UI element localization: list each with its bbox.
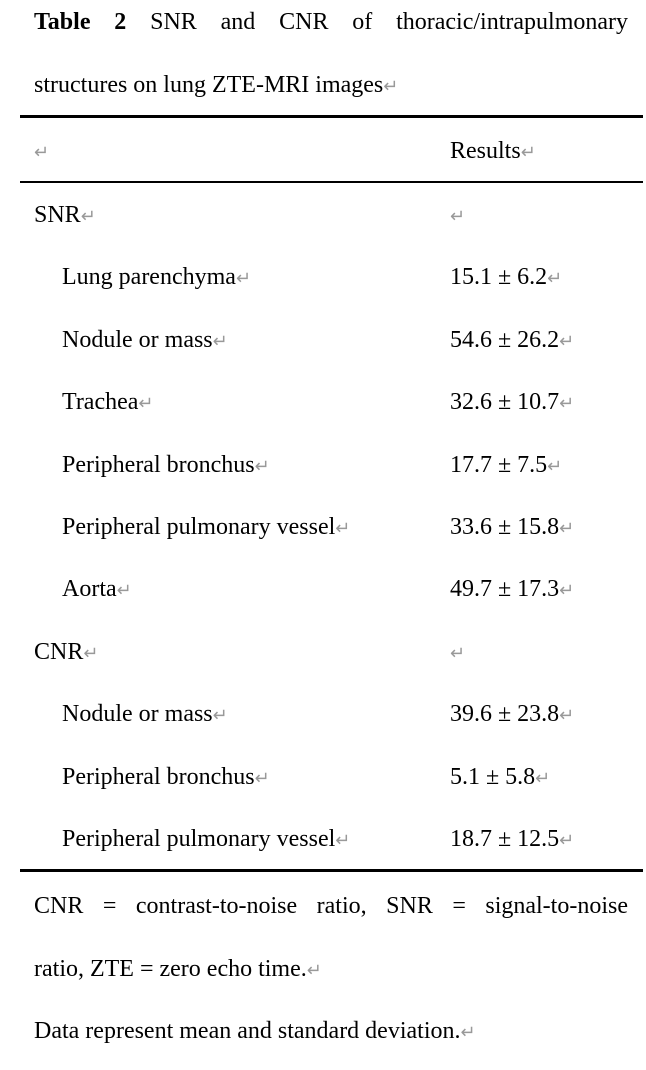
table-row [0, 433, 646, 495]
row-label: Trachea↵ [62, 389, 154, 416]
row-label: CNR↵ [34, 638, 99, 665]
row-value: 18.7 ± 12.5↵ [450, 826, 575, 852]
row-value: ↵ [450, 642, 466, 663]
row-value: 5.1 ± 5.8↵ [450, 763, 551, 790]
table-row [0, 495, 646, 557]
row-label: Peripheral pulmonary vessel↵ [62, 826, 351, 852]
row-label: Peripheral bronchus↵ [62, 451, 270, 478]
table-row [0, 370, 646, 432]
header-results: Results↵ [450, 138, 536, 164]
table-row [0, 745, 646, 807]
caption-text: SNR and CNR of thoracic/intrapulmonary [150, 9, 628, 35]
paragraph-mark: ↵ [383, 76, 399, 96]
row-label: SNR↵ [34, 202, 96, 228]
row-label: Nodule or mass↵ [62, 326, 228, 353]
row-value: 33.6 ± 15.8↵ [450, 514, 575, 540]
table-row [0, 557, 646, 619]
table-row [0, 183, 646, 245]
row-label: Nodule or mass↵ [62, 701, 228, 728]
table-label: Table 2 [34, 9, 127, 35]
row-value: 32.6 ± 10.7↵ [450, 389, 575, 416]
header-col1: ↵ [34, 142, 50, 162]
table-row [0, 682, 646, 744]
row-label: Lung parenchyma↵ [62, 264, 252, 291]
table-row [0, 807, 646, 869]
row-label: Aorta↵ [62, 576, 132, 603]
table-row [0, 245, 646, 307]
row-value: 17.7 ± 7.5↵ [450, 451, 563, 478]
footnote-line1: CNR = contrast-to-noise ratio, SNR = signal-to-noise [34, 893, 628, 919]
caption-text: structures on lung ZTE-MRI images [34, 72, 384, 98]
footnote-line2: ratio, ZTE = zero echo time.↵ [34, 956, 322, 982]
row-value: 49.7 ± 17.3↵ [450, 576, 575, 603]
table-row [0, 308, 646, 370]
bottom-rule [20, 869, 643, 872]
row-label: Peripheral bronchus↵ [62, 763, 270, 790]
row-value: ↵ [450, 206, 466, 226]
row-value: 54.6 ± 26.2↵ [450, 326, 575, 353]
table-header-row [0, 119, 646, 181]
table-caption-line1 [34, 10, 628, 34]
footnote-line3: Data represent mean and standard deviation.↵ [34, 1018, 476, 1044]
table-caption-line2 [34, 73, 398, 98]
table-row [0, 620, 646, 682]
row-value: 15.1 ± 6.2↵ [450, 264, 563, 291]
row-label: Peripheral pulmonary vessel↵ [62, 514, 351, 540]
top-rule [20, 115, 643, 118]
row-value: 39.6 ± 23.8↵ [450, 701, 575, 728]
